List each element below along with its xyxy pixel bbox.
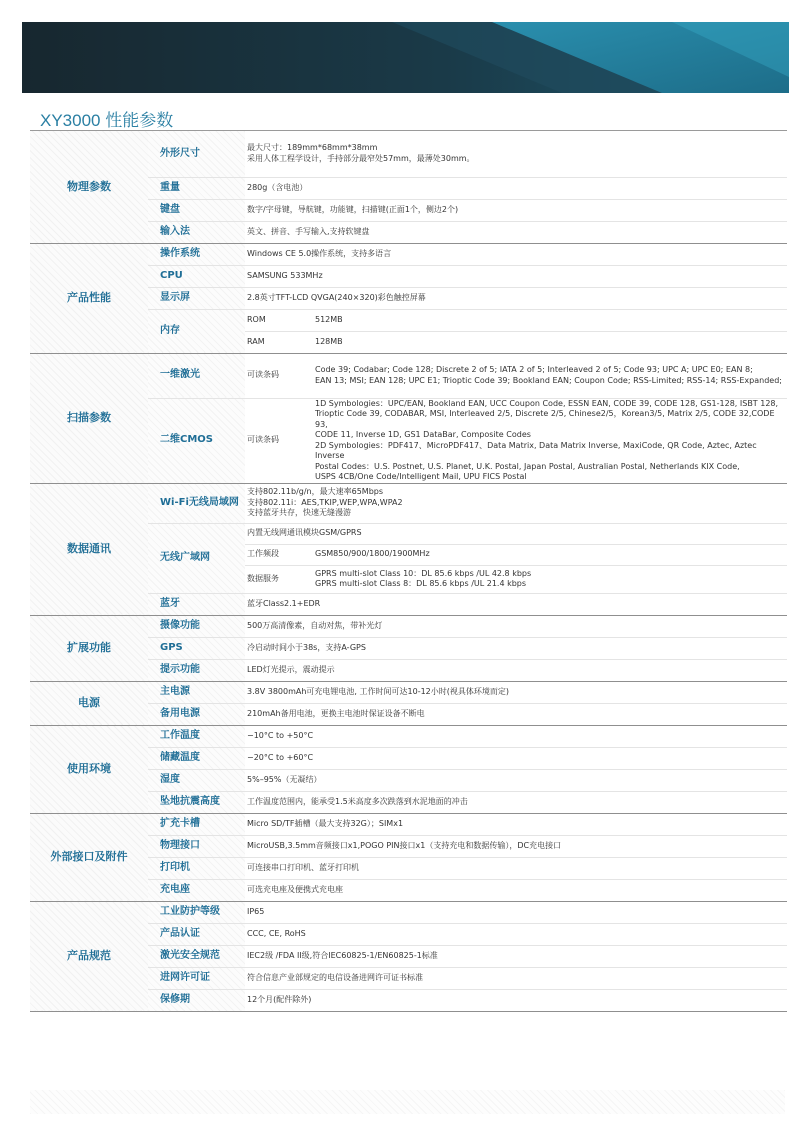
group-spec: 产品规范 [30, 901, 148, 1011]
table-row [30, 353, 787, 398]
value-display: 2.8英寸TFT-LCD QVGA(240×320)彩色触控屏幕 [245, 287, 787, 309]
label-sttemp: 储藏温度 [148, 747, 245, 769]
laser-sub: 可读条码 [245, 353, 313, 398]
label-optemp: 工作温度 [148, 725, 245, 747]
value-size: 最大尺寸：189mm*68mm*38mm 采用人体工程学设计，手持部分最窄处57mm，最薄处30mm。 [245, 131, 787, 177]
label-netlic: 进网许可证 [148, 967, 245, 989]
footer-pattern [30, 1090, 785, 1114]
value-cpu: SAMSUNG 533MHz [245, 265, 787, 287]
label-backup: 备用电源 [148, 703, 245, 725]
value-cradle: 可选充电座及便携式充电座 [245, 879, 787, 901]
table-row [30, 483, 787, 523]
label-printer: 打印机 [148, 857, 245, 879]
group-scan: 扫描参数 [30, 353, 148, 483]
label-os: 操作系统 [148, 243, 245, 265]
header-banner [22, 22, 789, 93]
label-ports: 物理接口 [148, 835, 245, 857]
value-netlic: 符合信息产业部规定的电信设备进网许可证书标准 [245, 967, 787, 989]
spec-table [30, 131, 787, 1012]
table-row [30, 615, 787, 637]
label-cmos: 二维CMOS [148, 398, 245, 483]
value-bt: 蓝牙Class2.1+EDR [245, 593, 787, 615]
group-comm: 数据通讯 [30, 483, 148, 615]
wwan-band-value: GSM850/900/1800/1900MHz [313, 544, 787, 565]
value-weight: 280g（含电池） [245, 177, 787, 199]
page-title: XY3000 性能参数 [40, 111, 174, 130]
group-ext: 扩展功能 [30, 615, 148, 681]
label-weight: 重量 [148, 177, 245, 199]
label-mainpower: 主电源 [148, 681, 245, 703]
label-laser: 一维激光 [148, 353, 245, 398]
label-warranty: 保修期 [148, 989, 245, 1011]
group-io: 外部接口及附件 [30, 813, 148, 901]
memory-rom-key: ROM [245, 309, 313, 331]
label-humidity: 湿度 [148, 769, 245, 791]
wwan-svc-key: 数据服务 [245, 565, 313, 593]
value-notify: LED灯光提示，震动提示 [245, 659, 787, 681]
value-ports: MicroUSB,3.5mm音频接口x1,POGO PIN接口x1（支持充电和数据传输），DC充电接口 [245, 835, 787, 857]
label-wwan: 无线广域网 [148, 523, 245, 593]
value-gps: 冷启动时间小于38s，支持A-GPS [245, 637, 787, 659]
table-row [30, 681, 787, 703]
table-row [30, 901, 787, 923]
table-row [30, 813, 787, 835]
value-backup: 210mAh备用电池，更换主电池时保证设备不断电 [245, 703, 787, 725]
value-os: Windows CE 5.0操作系统，支持多语言 [245, 243, 787, 265]
value-cmos: 1D Symbologies：UPC/EAN, Bookland EAN, UCC Coupon Code, ESSN EAN, CODE 39, CODE 128, GS1-128, ISBT 128, Trioptic Code 39, CODABAR, MSI, Interleaved 2/5, Discrete 2/5, Chinese2/5，Korean3/5, Matrix 2/5, CODE 32,CODE 93, CODE 11, Inverse 1D, GS1 DataBar, Composite Codes 2D Symbologies：PDF417、MicroPDF417、Data Matrix, Data Matrix Inverse, MaxiCode, QR Code, Aztec, Aztec Inverse Postal Codes：U.S. Postnet, U.S. Planet, U.K. Postal, Japan Postal, Australian Postal, Netherlands KIX Code, USPS 4CB/One Code/Intelligent Mail, UPU FICS Postal [313, 398, 787, 483]
value-warranty: 12个月(配件除外) [245, 989, 787, 1011]
label-bt: 蓝牙 [148, 593, 245, 615]
header-banner-graphic [22, 22, 789, 93]
group-env: 使用环境 [30, 725, 148, 813]
value-wwan-top: 内置无线网通讯模块GSM/GPRS [245, 523, 787, 544]
label-notify: 提示功能 [148, 659, 245, 681]
cmos-sub: 可读条码 [245, 398, 313, 483]
value-printer: 可连接串口打印机、蓝牙打印机 [245, 857, 787, 879]
value-slot: Micro SD/TF插槽（最大支持32G）；SIMx1 [245, 813, 787, 835]
value-ip: IP65 [245, 901, 787, 923]
value-camera: 500万高清像素，自动对焦，带补光灯 [245, 615, 787, 637]
table-row [30, 131, 787, 177]
value-laser: Code 39; Codabar; Code 128; Discrete 2 of 5; IATA 2 of 5; Interleaved 2 of 5; Code 93; UPC A; UPC E0; EAN 8; EAN 13; MSI; EAN 128; UPC E1; Trioptic Code 39; Bookland EAN; Coupon Code; RSS-Limited; RSS-14; RSS-Expanded; [313, 353, 787, 398]
label-camera: 摄像功能 [148, 615, 245, 637]
value-input: 英文、拼音、手写输入,支持软键盘 [245, 221, 787, 243]
label-input: 输入法 [148, 221, 245, 243]
group-power: 电源 [30, 681, 148, 725]
label-ip: 工业防护等级 [148, 901, 245, 923]
value-drop: 工作温度范围内，能承受1.5米高度多次跌落到水泥地面的冲击 [245, 791, 787, 813]
table-row [30, 725, 787, 747]
table-row [30, 243, 787, 265]
wwan-svc-value: GPRS multi-slot Class 10：DL 85.6 kbps /UL 42.8 kbps GPRS multi-slot Class 8：DL 85.6 kbps /UL 21.4 kbps [313, 565, 787, 593]
value-wifi: 支持802.11b/g/n，最大速率65Mbps 支持802.11i：AES,TKIP,WEP,WPA,WPA2 支持蓝牙共存，快速无缝漫游 [245, 483, 787, 523]
label-keyboard: 键盘 [148, 199, 245, 221]
label-size: 外形尺寸 [148, 131, 245, 177]
label-cert: 产品认证 [148, 923, 245, 945]
value-optemp: −10°C to +50°C [245, 725, 787, 747]
label-cpu: CPU [148, 265, 245, 287]
label-memory: 内存 [148, 309, 245, 353]
value-sttemp: −20°C to +60°C [245, 747, 787, 769]
memory-rom-value: 512MB [313, 309, 787, 331]
label-gps: GPS [148, 637, 245, 659]
group-performance: 产品性能 [30, 243, 148, 353]
value-cert: CCC, CE, RoHS [245, 923, 787, 945]
value-keyboard: 数字/字母键，导航键，功能键，扫描键(正面1个，侧边2个) [245, 199, 787, 221]
label-drop: 坠地抗震高度 [148, 791, 245, 813]
label-lasersafe: 激光安全规范 [148, 945, 245, 967]
memory-ram-value: 128MB [313, 331, 787, 353]
label-cradle: 充电座 [148, 879, 245, 901]
memory-ram-key: RAM [245, 331, 313, 353]
label-wifi: Wi-Fi无线局域网 [148, 483, 245, 523]
label-display: 显示屏 [148, 287, 245, 309]
wwan-band-key: 工作频段 [245, 544, 313, 565]
label-slot: 扩充卡槽 [148, 813, 245, 835]
group-physical: 物理参数 [30, 131, 148, 243]
value-humidity: 5%–95%（无凝结） [245, 769, 787, 791]
value-mainpower: 3.8V 3800mAh可充电锂电池, 工作时间可达10-12小时(视具体环境而定) [245, 681, 787, 703]
value-lasersafe: IEC2级 /FDA II级,符合IEC60825-1/EN60825-1标准 [245, 945, 787, 967]
